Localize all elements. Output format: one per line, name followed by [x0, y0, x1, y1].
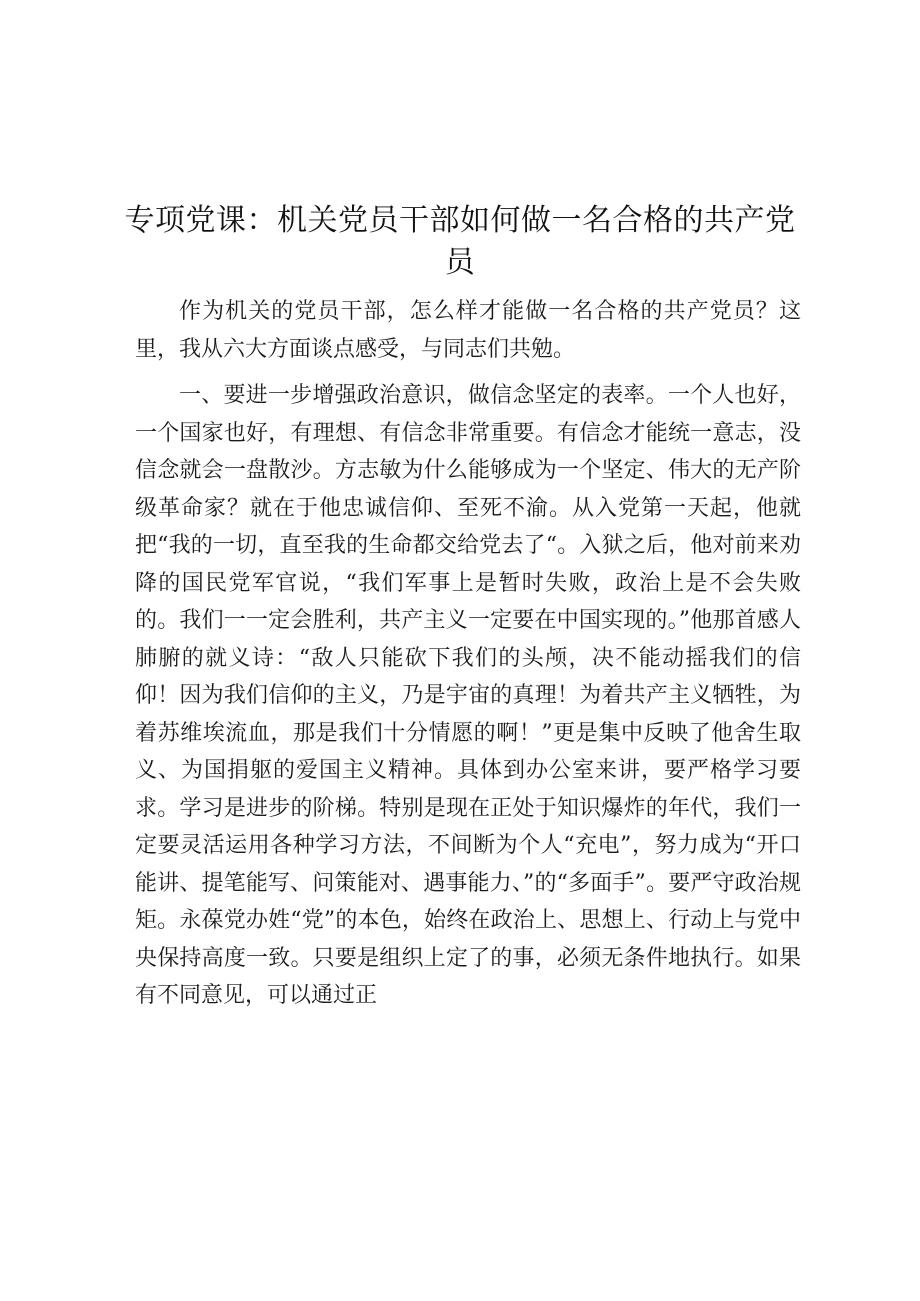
paragraph-spacer	[135, 368, 801, 377]
document-body	[135, 293, 801, 1015]
document-title: 专项党课：机关党员干部如何做一名合格的共产党员	[124, 203, 796, 280]
paragraph-intro: 作为机关的党员干部，怎么样才能做一名合格的共产党员？这里，我从六大方面谈点感受，与同志们共勉。	[135, 299, 801, 362]
paragraph-section-one: 一、要进一步增强政治意识，做信念坚定的表率。一个人也好，一个国家也好，有理想、有信念非常重要。有信念才能统一意志，没信念就会一盘散沙。方志敏为什么能够成为一个坚定、伟大的无产阶级革命家？就在于他忠诚信仰、至死不渝。从入党第一天起，他就把“我的一切，直至我的生命都交给党去了“。入狱之后，他对前来劝降的国民党军官说，“我们军事上是暂时失败，政治上是不会失败的。我们一一定会胜利，共产主义一定要在中国实现的。”他那首感人肺腑的就义诗：“敌人只能砍下我们的头颅，决不能动摇我们的信仰！因为我们信仰的主义，乃是宇宙的真理！为着共产主义牺牲，为着苏维埃流血，那是我们十分情愿的啊！”更是集中反映了他舍生取义、为国捐躯的爱国主义精神。具体到办公室来讲，要严格学习要求。学习是进步的阶梯。特别是现在正处于知识爆炸的年代，我们一定要灵活运用各种学习方法，不间断为个人“充电”，努力成为“开口能讲、提笔能写、问策能对、遇事能力、”的“多面手”。要严守政治规矩。永葆党办姓“党”的本色，始终在政治上、思想上、行动上与党中央保持高度一致。只要是组织上定了的事，必须无条件地执行。如果有不同意见，可以通过正	[135, 383, 801, 1008]
